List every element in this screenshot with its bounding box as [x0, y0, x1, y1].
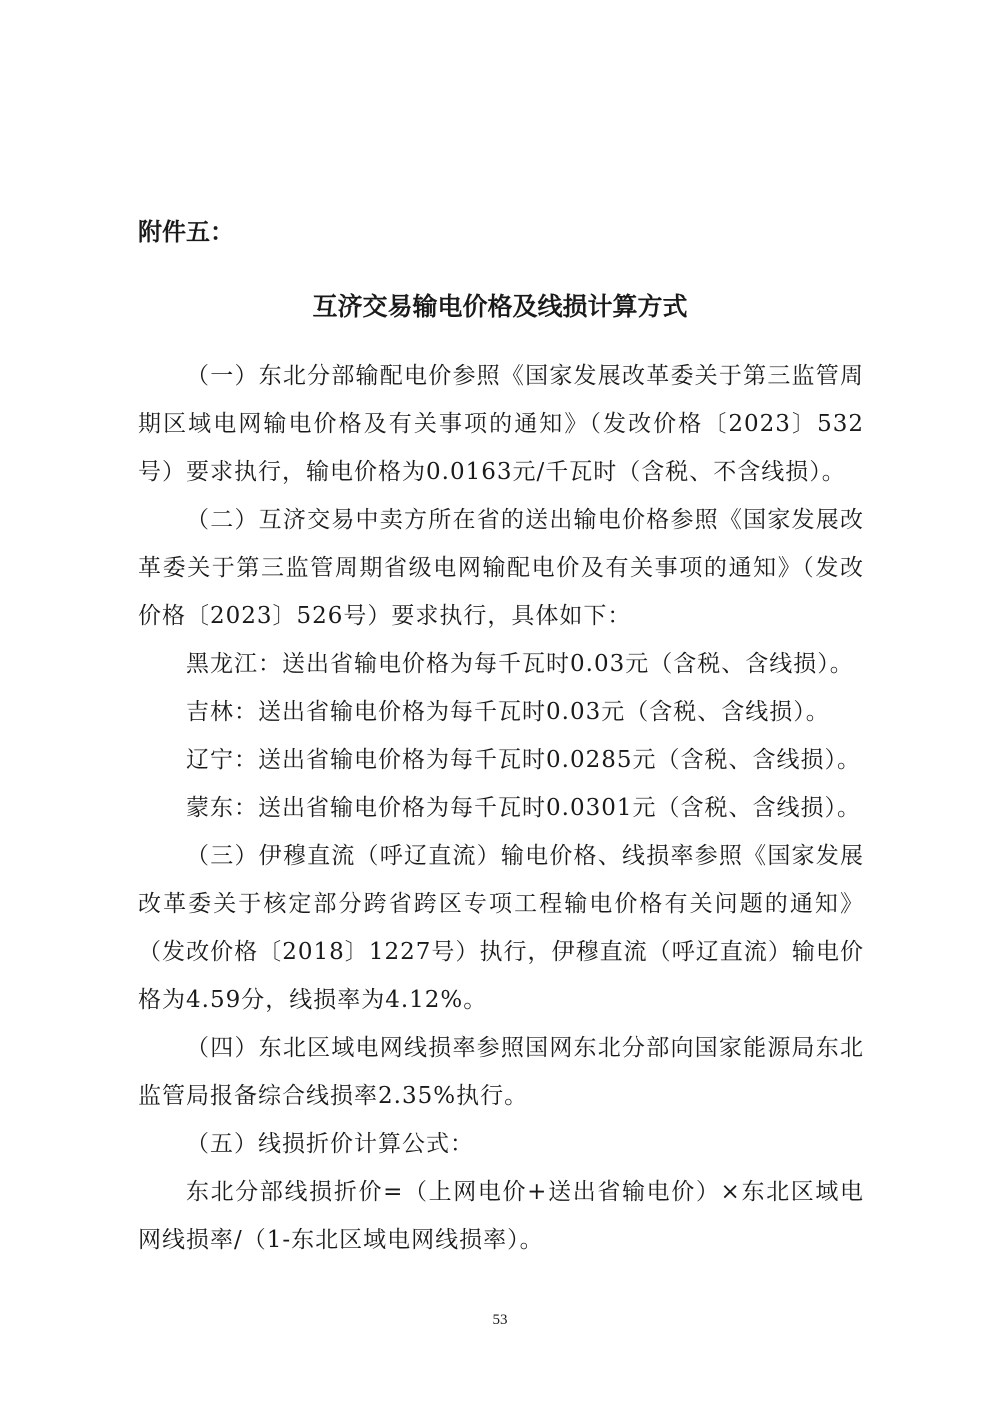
document-title: 互济交易输电价格及线损计算方式 [312, 292, 688, 321]
paragraph-mengdong: 蒙东：送出省输电价格为每千瓦时0.0301元（含税、含线损）。 [186, 795, 861, 821]
paragraph-liaoning: 辽宁：送出省输电价格为每千瓦时0.0285元（含税、含线损）。 [186, 747, 861, 773]
paragraph-3: （三）伊穆直流（呼辽直流）输电价格、线损率参照《国家发展改革委关于核定部分跨省跨区专项工程输电价格有关问题的通知》（发改价格〔2018〕1227号）执行，伊穆直流（呼辽直流）输电价格为4.59分，线损率为4.12%。 [138, 843, 864, 1013]
paragraph-2: （二）互济交易中卖方所在省的送出输电价格参照《国家发展改革委关于第三监管周期省级电网输配电价及有关事项的通知》（发改价格〔2023〕526号）要求执行，具体如下： [138, 507, 864, 629]
document-body [138, 352, 864, 1264]
paragraph-5: （五）线损折价计算公式： [186, 1131, 474, 1157]
paragraph-4: （四）东北区域电网线损率参照国网东北分部向国家能源局东北监管局报备综合线损率2.35%执行。 [138, 1035, 864, 1109]
paragraph-heilongjiang: 黑龙江：送出省输电价格为每千瓦时0.03元（含税、含线损）。 [186, 651, 854, 677]
paragraph-1: （一）东北分部输配电价参照《国家发展改革委关于第三监管周期区域电网输电价格及有关事项的通知》（发改价格〔2023〕532号）要求执行，输电价格为0.0163元/千瓦时（含税、不含线损）。 [138, 363, 864, 485]
attachment-label: 附件五： [138, 218, 234, 246]
paragraph-jilin: 吉林：送出省输电价格为每千瓦时0.03元（含税、含线损）。 [186, 699, 830, 725]
formula-paragraph: 东北分部线损折价=（上网电价+送出省输电价）×东北区域电网线损率/（1-东北区域电网线损率）。 [138, 1179, 864, 1253]
page-number: 53 [492, 1312, 508, 1328]
